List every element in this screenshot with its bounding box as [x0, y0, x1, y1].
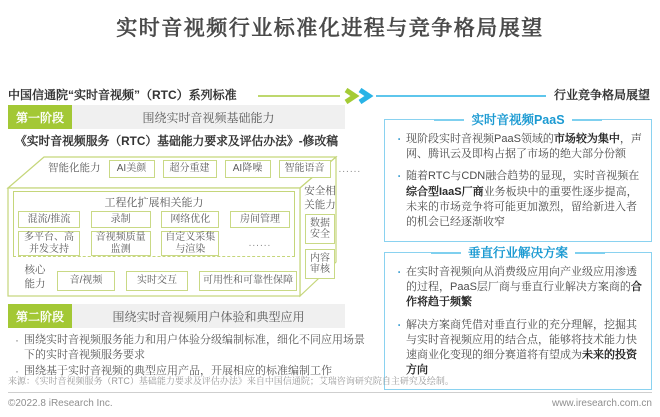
stage1-label: 围绕实时音视频基础能力 [72, 105, 345, 129]
security-capability-label: 安全相关能力 [304, 185, 336, 211]
title-dash [431, 252, 461, 254]
list-item: · 现阶段实时音视频PaaS领域的市场较为集中，声网、腾讯云及即构占据了市场的绝大部分份额 [393, 132, 643, 162]
more-ellipsis: ...... [248, 238, 272, 249]
bullet-dot-icon: · [397, 132, 402, 146]
title-dash [575, 252, 605, 254]
vertical-solution-title-row [385, 244, 651, 262]
capability-box: 录制 [91, 211, 151, 228]
capability-box: 混流/推流 [18, 211, 80, 228]
bullet-dot-icon: · [397, 317, 402, 332]
stage2-label: 围绕实时音视频用户体验和典型应用 [72, 304, 345, 328]
capability-box: AI美颜 [109, 160, 155, 178]
list-item: · 围绕基于实时音视频的典型应用产品，开展相应的标准编制工作 [10, 364, 368, 379]
engineering-row1 [18, 211, 290, 228]
ai-capability-label: 智能化能力 [48, 162, 101, 175]
source-note: 来源：《实时音视频服务（RTC）基础能力要求及评估办法》来自中国信通院；艾瑞咨询研究院自主研究及绘制。 [8, 376, 454, 386]
capability-box: 内容审核 [305, 249, 335, 279]
capability-box: 多平台、高并发支持 [18, 231, 80, 256]
capability-box: AI降噪 [225, 160, 271, 178]
standard-doc-title: 《实时音视频服务（RTC）基础能力要求及评估办法》-修改稿 [14, 134, 339, 148]
engineering-row2 [18, 231, 290, 256]
website-url: www.iresearch.com.cn [551, 398, 652, 409]
capability-box: 房间管理 [230, 211, 290, 228]
vertical-solution-title: 垂直行业解决方案 [461, 244, 575, 262]
stage1-row [8, 105, 345, 129]
more-ellipsis: ...... [338, 163, 362, 175]
engineering-title: 工程化扩展相关能力 [104, 197, 204, 209]
title-dash [572, 119, 602, 121]
core-capability-label: 核心能力 [24, 264, 46, 290]
bullet-dot-icon: · [397, 169, 402, 184]
left-column-header: 中国信通院“实时音视频”（RTC）系列标准 [8, 88, 237, 102]
capability-box: 超分重建 [163, 160, 217, 178]
paas-panel [384, 113, 652, 242]
capability-box: 网络优化 [161, 211, 219, 228]
copyright-text: ©2022.8 iResearch Inc. [8, 398, 113, 409]
page-title: 实时音视频行业标准化进程与竞争格局展望 [116, 17, 544, 40]
bullet-dot-icon: · [15, 364, 19, 378]
footer-divider [8, 392, 652, 393]
list-item: · 在实时音视频向从消费级应用向产业级应用渗透的过程，PaaS层厂商与垂直行业解决方案商的合作将趋于频繁 [393, 265, 643, 311]
core-row [57, 271, 297, 291]
stage1-badge: 第一阶段 [8, 105, 72, 129]
title-dash [434, 119, 464, 121]
list-item: · 围绕实时音视频服务能力和用户体验分级编制标准，细化不同应用场景下的实时音视频服务要求 [10, 333, 368, 362]
list-item: · 解决方案商凭借对垂直行业的充分理解，挖掘其与实时音视频应用的结合点，能够将技术能力快速商业化变现的细分赛道将有望成为未来的投资方向 [393, 318, 643, 379]
stage2-row [8, 304, 345, 328]
capability-box: 可用性和可靠性保障 [199, 271, 297, 291]
flow-arrow-icon [256, 88, 548, 104]
capability-box: 实时交互 [126, 271, 188, 291]
cube-top-row [48, 160, 361, 178]
capability-box: 音视频质量监测 [91, 231, 151, 256]
capability-box: 音/视频 [57, 271, 115, 291]
paas-panel-title: 实时音视频PaaS [464, 111, 571, 129]
bullet-dot-icon: · [397, 265, 402, 279]
bullet-dot-icon: · [15, 333, 19, 347]
capability-box: 自定义采集与渲染 [161, 231, 219, 256]
paas-panel-title-row [385, 111, 651, 129]
list-item: · 随着RTC与CDN融合趋势的显现，实时音视频在综合型IaaS厂商业务板块中的重要性逐步提高，未来的市场竞争将可能更加激烈，留给新进入者的机会已经逐渐收窄 [393, 169, 643, 230]
capability-box: 数据安全 [305, 214, 335, 244]
capability-box: 智能语音 [279, 160, 331, 178]
vertical-solution-panel [384, 246, 652, 390]
stage2-badge: 第二阶段 [8, 304, 72, 328]
right-column-header: 行业竞争格局展望 [553, 88, 650, 102]
